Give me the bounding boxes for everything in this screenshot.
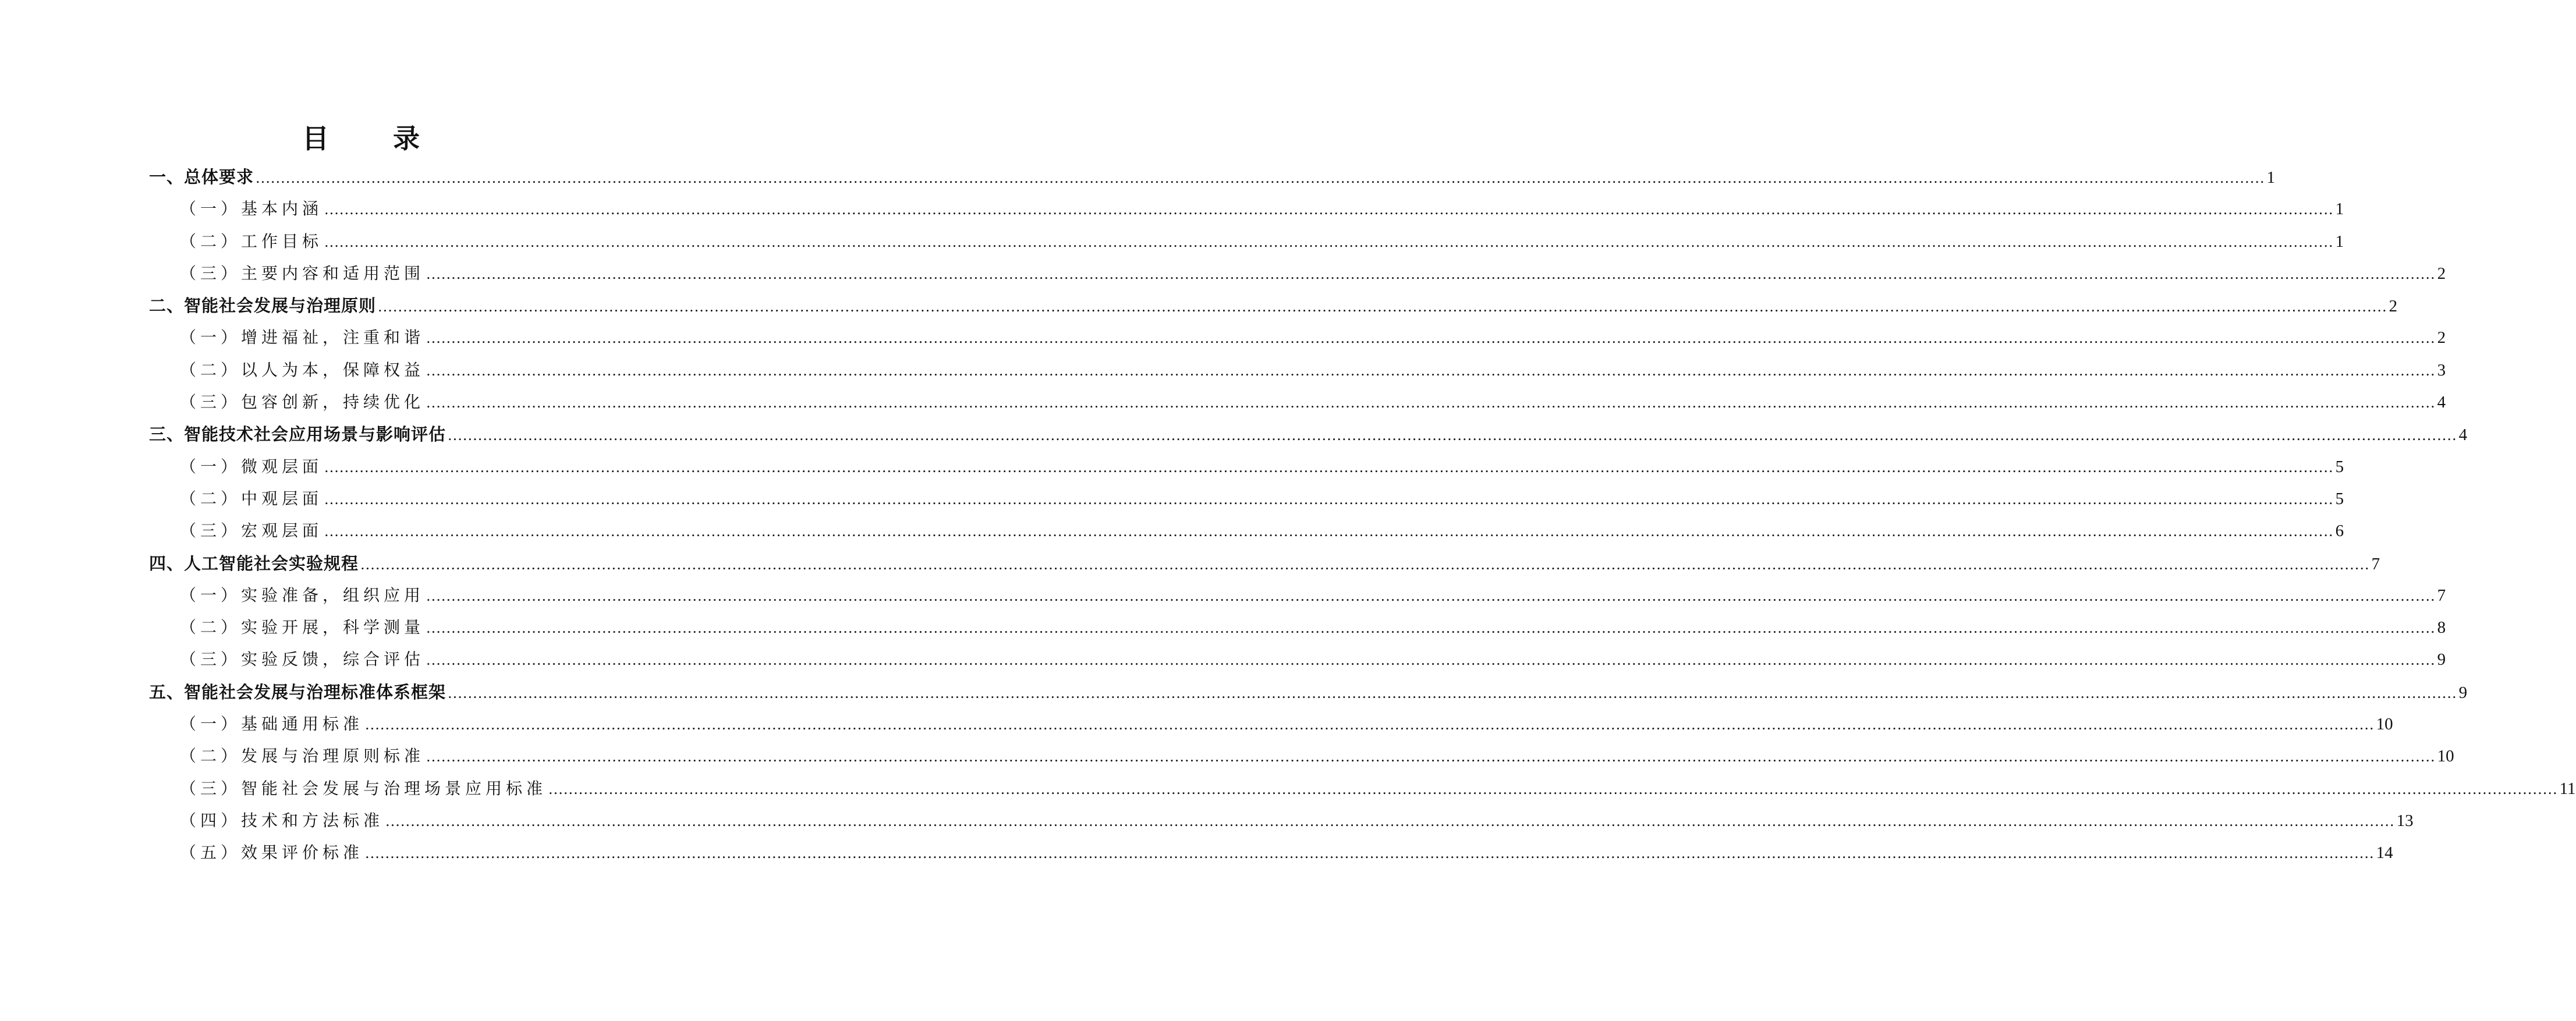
toc-entry-title: 五、智能社会发展与治理标准体系框架: [149, 682, 447, 702]
toc-entry-title: （三）宏观层面: [180, 521, 323, 541]
toc-page-number: 11: [2559, 779, 2576, 798]
toc-dot-leader: ................................................................................................................................................................................................................................................................................................................................................................................................................: [448, 427, 2457, 444]
toc-entry-title: （三）实验反馈，综合评估: [180, 650, 425, 669]
toc-page-number: 9: [2458, 683, 2468, 702]
toc-entry-title: 四、人工智能社会实验规程: [149, 553, 359, 573]
toc-page-number: 10: [2376, 715, 2393, 734]
toc-dot-leader: ................................................................................................................................................................................................................................................................................................................................................................................................................: [324, 201, 2334, 218]
toc-entry-title: （二）发展与治理原则标准: [180, 746, 425, 766]
toc-dot-leader: ................................................................................................................................................................................................................................................................................................................................................................................................................: [426, 265, 2436, 282]
toc-section-entry[interactable]: [149, 485, 2344, 517]
toc-page-number: 6: [2335, 522, 2344, 541]
toc-page-number: 7: [2437, 586, 2446, 605]
toc-dot-leader: ................................................................................................................................................................................................................................................................................................................................................................................................................: [378, 299, 2387, 315]
toc-entry-title: （三）包容创新，持续优化: [180, 392, 425, 412]
toc-page-number: 2: [2389, 297, 2398, 316]
toc-dot-leader: ................................................................................................................................................................................................................................................................................................................................................................................................................: [426, 330, 2436, 347]
toc-section-entry[interactable]: [149, 453, 2344, 485]
toc-page-number: 1: [2335, 232, 2344, 251]
toc-section-entry[interactable]: [149, 807, 2414, 839]
toc-page-number: 5: [2335, 489, 2344, 508]
toc-dot-leader: ................................................................................................................................................................................................................................................................................................................................................................................................................: [324, 491, 2334, 508]
toc-page-number: 8: [2437, 618, 2446, 637]
toc-entry-title: （一）基本内涵: [180, 199, 323, 219]
toc-entry-title: （二）中观层面: [180, 488, 323, 508]
toc-page-number: 4: [2458, 426, 2468, 445]
toc-entry-title: （二）实验开展，科学测量: [180, 618, 425, 637]
toc-section-entry[interactable]: [149, 839, 2393, 871]
toc-section-entry[interactable]: [149, 324, 2446, 356]
toc-dot-leader: ................................................................................................................................................................................................................................................................................................................................................................................................................: [324, 459, 2334, 476]
toc-dot-leader: ................................................................................................................................................................................................................................................................................................................................................................................................................: [365, 717, 2375, 733]
toc-chapter-entry[interactable]: [149, 292, 2398, 324]
toc-entry-title: （一）增进福祉，注重和谐: [180, 328, 425, 348]
toc-section-entry[interactable]: [149, 356, 2446, 388]
toc-entry-title: 二、智能社会发展与治理原则: [149, 296, 377, 316]
toc-dot-leader: ................................................................................................................................................................................................................................................................................................................................................................................................................: [426, 362, 2436, 379]
toc-title: 目 录: [302, 123, 438, 154]
toc-page-number: 4: [2437, 393, 2446, 412]
toc-page-number: 1: [2335, 200, 2344, 219]
toc-dot-leader: ................................................................................................................................................................................................................................................................................................................................................................................................................: [324, 233, 2334, 250]
toc-section-entry[interactable]: [149, 614, 2446, 646]
toc-dot-leader: ................................................................................................................................................................................................................................................................................................................................................................................................................: [448, 685, 2457, 701]
toc-section-entry[interactable]: [149, 228, 2344, 260]
toc-entry-title: （三）主要内容和适用范围: [180, 263, 425, 283]
toc-section-entry[interactable]: [149, 646, 2446, 678]
toc-section-entry[interactable]: [149, 775, 2576, 807]
toc-entry-title: （二）工作目标: [180, 231, 323, 251]
toc-dot-leader: ................................................................................................................................................................................................................................................................................................................................................................................................................: [365, 845, 2375, 862]
toc-page-number: 5: [2335, 457, 2344, 476]
toc-dot-leader: ................................................................................................................................................................................................................................................................................................................................................................................................................: [426, 749, 2436, 765]
toc-dot-leader: ................................................................................................................................................................................................................................................................................................................................................................................................................: [426, 620, 2436, 637]
toc-dot-leader: ................................................................................................................................................................................................................................................................................................................................................................................................................: [256, 170, 2265, 186]
toc-page-number: 2: [2437, 264, 2446, 283]
toc-page-number: 9: [2437, 650, 2446, 669]
toc-section-entry[interactable]: [149, 582, 2446, 614]
toc-entry-title: （二）以人为本，保障权益: [180, 360, 425, 380]
toc-dot-leader: ................................................................................................................................................................................................................................................................................................................................................................................................................: [426, 587, 2436, 604]
toc-entry-title: 一、总体要求: [149, 167, 254, 187]
toc-page-number: 10: [2437, 747, 2454, 766]
toc-page-number: 3: [2437, 360, 2446, 380]
toc-entry-title: 三、智能技术社会应用场景与影响评估: [149, 424, 447, 445]
toc-section-entry[interactable]: [149, 742, 2454, 774]
toc-entry-title: （三）智能社会发展与治理场景应用标准: [180, 778, 547, 798]
toc-entry-title: （一）微观层面: [180, 456, 323, 476]
toc-page-number: 13: [2396, 811, 2414, 830]
toc-page-number: 7: [2371, 554, 2380, 573]
toc-dot-leader: ................................................................................................................................................................................................................................................................................................................................................................................................................: [385, 813, 2395, 829]
toc-entry-title: （一）实验准备，组织应用: [180, 585, 425, 605]
toc-dot-leader: ................................................................................................................................................................................................................................................................................................................................................................................................................: [548, 781, 2558, 797]
toc-entry-title: （一）基础通用标准: [180, 714, 364, 734]
toc-page-number: 14: [2376, 843, 2393, 863]
toc-section-entry[interactable]: [149, 710, 2393, 742]
toc-chapter-entry[interactable]: [149, 163, 2276, 195]
toc-section-entry[interactable]: [149, 517, 2344, 549]
toc-entry-title: （五）效果评价标准: [180, 843, 364, 863]
toc-page-number: 1: [2266, 168, 2276, 187]
toc-list: [149, 163, 2576, 871]
toc-section-entry[interactable]: [149, 195, 2344, 227]
toc-entry-title: （四）技术和方法标准: [180, 810, 384, 830]
toc-chapter-entry[interactable]: [149, 678, 2468, 710]
toc-dot-leader: ................................................................................................................................................................................................................................................................................................................................................................................................................: [360, 556, 2370, 573]
toc-section-entry[interactable]: [149, 388, 2446, 420]
toc-dot-leader: ................................................................................................................................................................................................................................................................................................................................................................................................................: [324, 523, 2334, 540]
toc-chapter-entry[interactable]: [149, 550, 2380, 582]
toc-section-entry[interactable]: [149, 260, 2446, 292]
toc-dot-leader: ................................................................................................................................................................................................................................................................................................................................................................................................................: [426, 652, 2436, 669]
toc-chapter-entry[interactable]: [149, 420, 2468, 452]
toc-page-number: 2: [2437, 328, 2446, 348]
toc-dot-leader: ................................................................................................................................................................................................................................................................................................................................................................................................................: [426, 395, 2436, 412]
